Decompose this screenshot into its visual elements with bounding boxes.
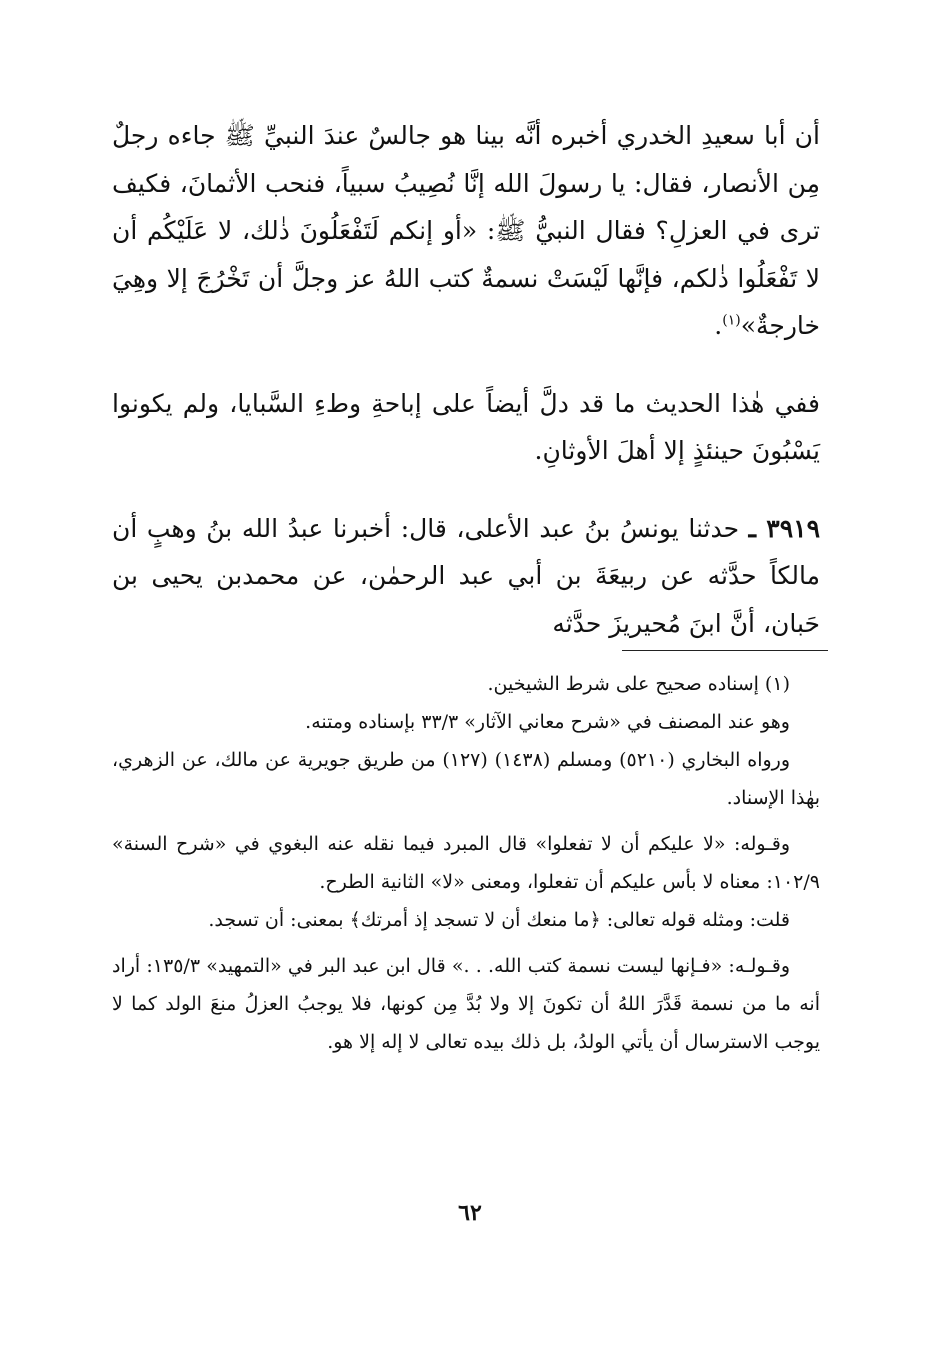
hadith-number: ٣٩١٩ ـ <box>748 513 820 543</box>
footnote-line-2: وهو عند المصنف في «شرح معاني الآثار» ٣٣/٣ بإسناده ومتنه. <box>305 711 790 733</box>
paragraph-hadith-3919-text: حدثنا يونسُ بنُ عبد الأعلى، قال: أخبرنا عبدُ الله بنُ وهبٍ أن مالكاً حدَّثه عن ربيعَةَ بن أبي عبد الرحمٰن، عن محمدبن يحيى بن حَبان، أنَّ ابنَ مُحيريزَ حدَّثه <box>112 513 820 638</box>
footnote-line-4: وقـوله: «لا عليكم أن لا تفعلوا» قال المبرد فيما نقله عنه البغوي في «شرح السنة» ١٠٢/٩: معناه لا بأس عليكم أن تفعلوا، ومعنى «لا» الثانية الطرح. <box>112 833 820 893</box>
footnote-line-3: ورواه البخاري (٥٢١٠) ومسلم (١٤٣٨) (١٢٧) من طريق جويرية عن مالك، عن الزهري، بهٰذا الإسناد. <box>112 749 820 809</box>
footnote-line-5: قلت: ومثله قوله تعالى: ﴿ما منعك أن لا تسجد إذ أمرتك﴾ بمعنى: أن تسجد. <box>208 909 790 931</box>
paragraph-hadith-text: أن أبا سعيدِ الخدري أخبره أنَّه بينا هو جالسٌ عندَ النبيِّ ﷺ جاءه رجلٌ مِن الأنصار، فقال: يا رسولَ الله إنَّا نُصِيبُ سبياً، فنحب الأثمانَ، فكيف ترى في العزلِ؟ فقال النبيُّ ﷺ: «أو إنكم لَتَفْعَلُونَ ذٰلك، لا عَلَيْكُم أن لا تَفْعَلُوا ذٰلكم، فإنَّها لَيْسَتْ نسمةٌ كتب اللهُ عز وجلَّ أن تَخْرُجَ إلا وهِيَ خارجةٌ» <box>112 121 820 340</box>
paragraph-hadith-3919 <box>112 505 820 648</box>
paragraph-hadith <box>112 112 820 350</box>
paragraph-commentary-text: ففي هٰذا الحديث ما قد دلَّ أيضاً على إباحةِ وطءِ السَّبايا، ولم يكونوا يَسْبُونَ حينئذٍ إلا أهلَ الأوثانِ. <box>112 388 820 465</box>
paragraph-commentary <box>112 380 820 475</box>
footnotes <box>112 665 820 1061</box>
footnote-ref-1: (١) <box>722 312 741 329</box>
footnote-1: (١) إسناده صحيح على شرط الشيخين. <box>487 673 790 695</box>
main-text <box>112 112 820 677</box>
paragraph-hadith-end: . <box>714 311 723 340</box>
footnote-line-6: وقـولـه: «فـإنها ليست نسمة كتب الله. . .» قال ابن عبد البر في «التمهيد» ١٣٥/٣: أراد أنه ما من نسمة قَدَّرَ اللهُ أن تكونَ إلا ولا بُدَّ مِن كونها، فلا يوجبُ العزلُ منعَ الولد كما لا يوجب الاسترسال أن يأتي الولدُ، بل ذلك بيده تعالى لا إله إلا هو. <box>112 955 821 1053</box>
page-number: ٦٢ <box>458 1200 482 1226</box>
footnote-divider <box>622 650 828 651</box>
